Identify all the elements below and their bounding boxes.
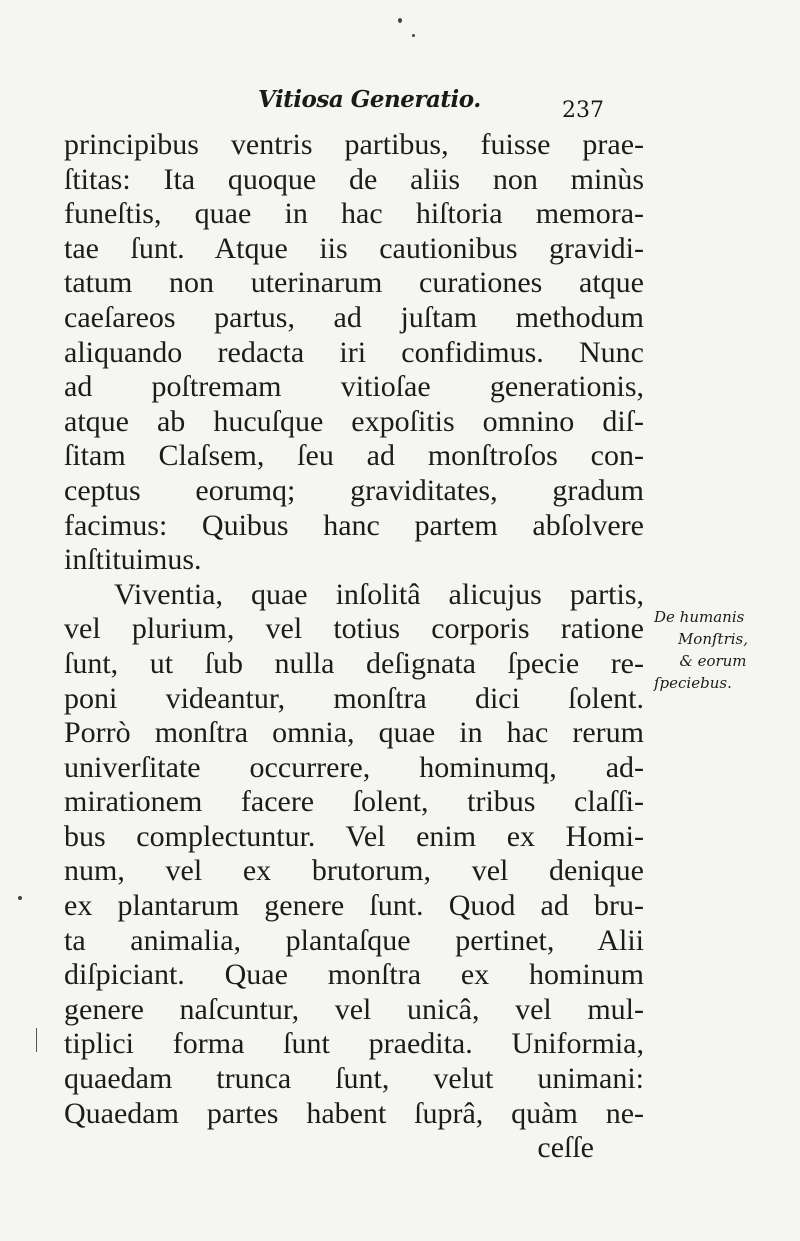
running-title: Vitiosa Generatio. — [258, 86, 481, 113]
text-line: quaedam trunca ſunt, velut unimani: — [64, 1062, 644, 1096]
marginal-note-line: De humanis — [654, 608, 745, 626]
text-line: univerſitate occurrere, hominumq, ad- — [64, 750, 644, 784]
text-line: aliquando redacta iri confidimus. Nunc — [64, 335, 644, 369]
text-line: Porrò monſtra omnia, quae in hac rerum — [64, 716, 644, 750]
text-line: ta animalia, plantaſque pertinet, Alii — [64, 923, 644, 957]
text-line: tiplici forma ſunt praedita. Uniformia, — [64, 1027, 644, 1061]
marginal-note-line: Monſtris, — [677, 630, 749, 648]
text-line: diſpiciant. Quae monſtra ex hominum — [64, 958, 644, 992]
text-line: tae ſunt. Atque iis cautionibus gravidi- — [64, 231, 644, 265]
text-line: ad poſtremam vitioſae generationis, — [64, 370, 644, 404]
text-line: genere naſcuntur, vel unicâ, vel mul- — [64, 992, 644, 1026]
text-line: facimus: Quibus hanc partem abſolvere — [64, 508, 644, 542]
text-line: ſtitas: Ita quoque de aliis non minùs — [64, 162, 644, 196]
text-line: tatum non uterinarum curationes atque — [64, 266, 644, 300]
marginal-note-line: ſpeciebus. — [654, 674, 732, 692]
text-line: funeſtis, quae in hac hiſtoria memora- — [64, 197, 644, 231]
text-line: mirationem facere ſolent, tribus claſſi- — [64, 785, 644, 819]
text-line: ex plantarum genere ſunt. Quod ad bru- — [64, 889, 644, 923]
catchword: ceſſe — [537, 1131, 594, 1165]
text-line: vel plurium, vel totius corporis ratione — [64, 612, 644, 646]
body-text — [64, 128, 644, 1166]
marginal-note — [654, 606, 772, 694]
text-line: inſtituimus. — [64, 543, 202, 577]
text-line: Quaedam partes habent ſuprâ, quàm ne- — [64, 1096, 644, 1130]
text-line: ſunt, ut ſub nulla deſignata ſpecie re- — [64, 646, 644, 680]
ink-speck — [18, 896, 22, 900]
text-line: num, vel ex brutorum, vel denique — [64, 854, 644, 888]
page-number: 237 — [562, 98, 604, 123]
text-line: bus complectuntur. Vel enim ex Homi- — [64, 819, 644, 853]
text-line: ſitam Claſsem, ſeu ad monſtroſos con- — [64, 439, 644, 473]
ink-speck — [412, 34, 415, 37]
ink-mark — [36, 1028, 37, 1052]
ink-speck — [398, 18, 402, 23]
text-line: principibus ventris partibus, fuisse prae- — [64, 128, 644, 161]
text-line: poni videantur, monſtra dici ſolent. — [64, 681, 644, 715]
text-line: ceptus eorumq; graviditates, gradum — [64, 473, 644, 507]
text-line: atque ab hucuſque expoſitis omnino diſ- — [64, 404, 644, 438]
marginal-note-line: & eorum — [679, 652, 747, 670]
text-line: caeſareos partus, ad juſtam methodum — [64, 300, 644, 334]
text-line: Viventia, quae inſolitâ alicujus partis, — [114, 577, 644, 611]
